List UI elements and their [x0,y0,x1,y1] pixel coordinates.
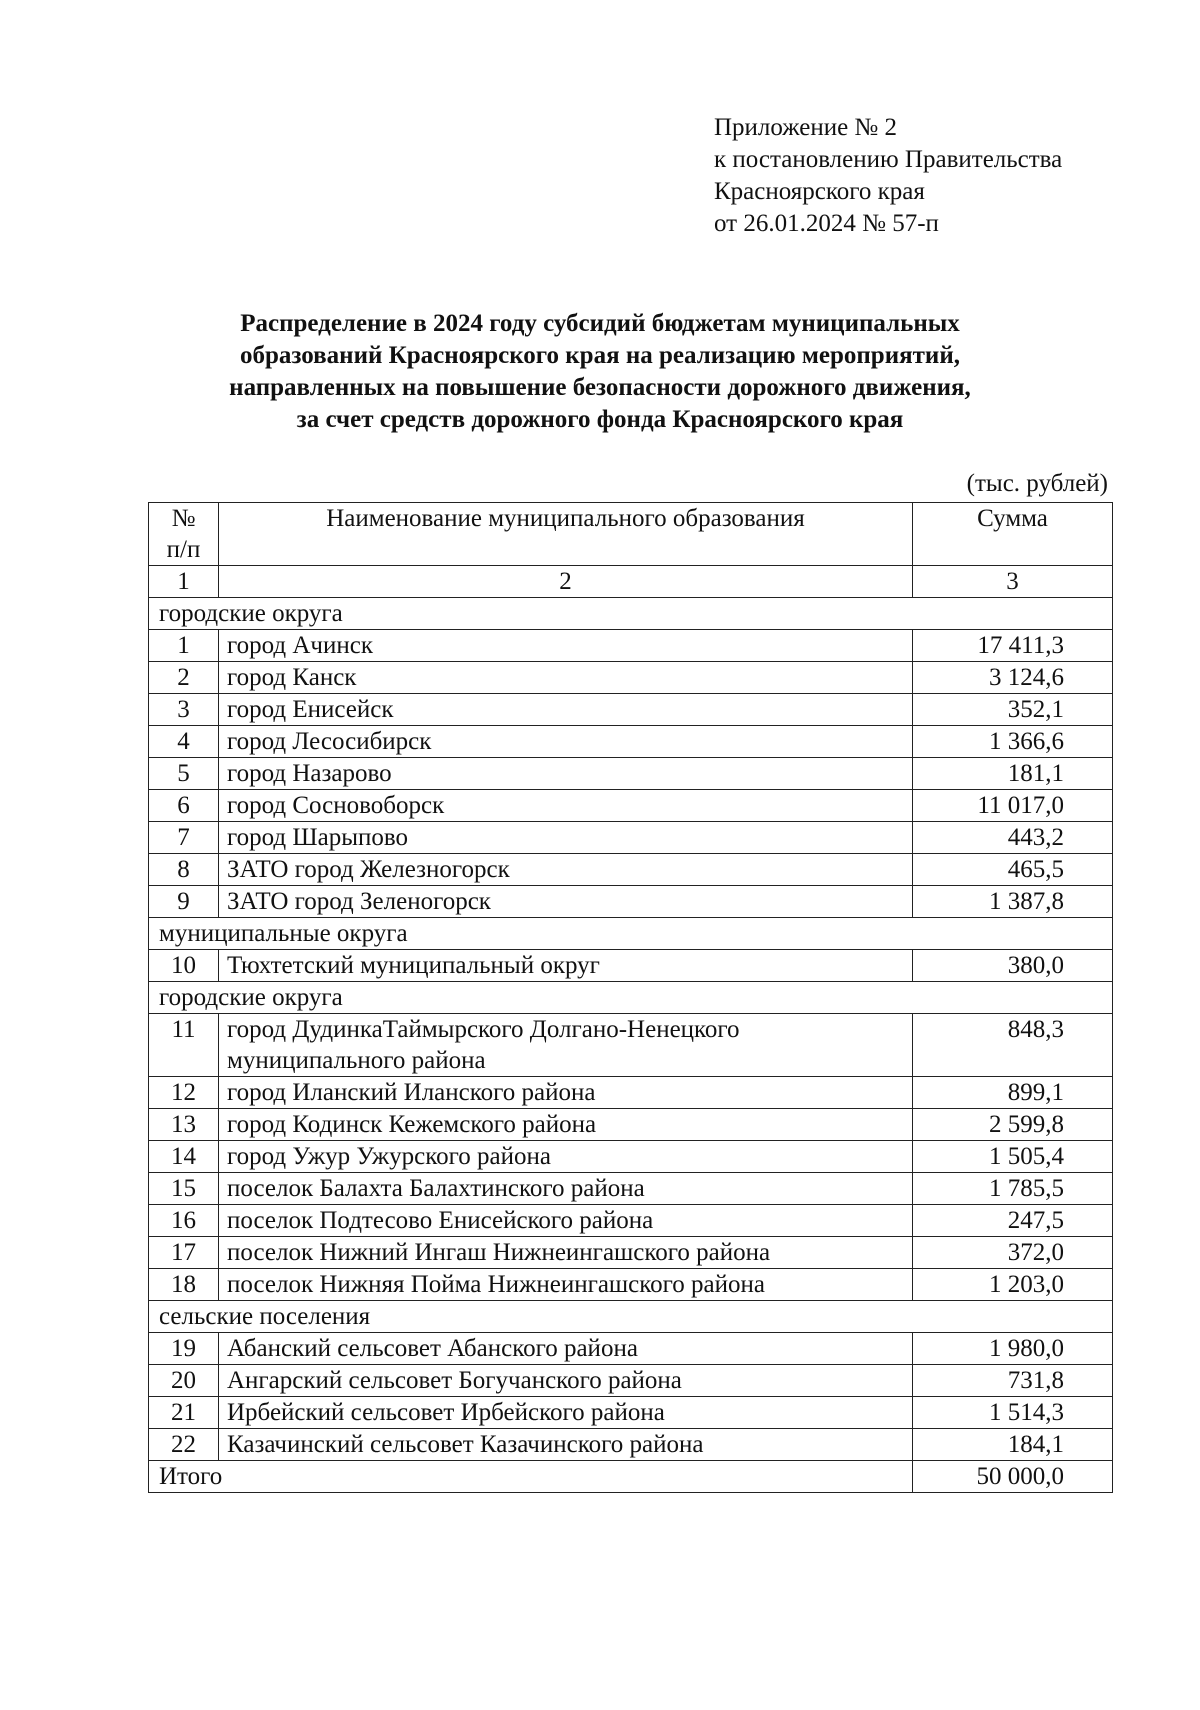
row-sum: 1 387,8 [913,886,1113,918]
row-sum: 1 514,3 [913,1397,1113,1429]
row-num: 14 [149,1141,219,1173]
group-row [149,918,1113,950]
table-row [149,758,1113,790]
table-row [149,854,1113,886]
row-name: город Шарыпово [219,822,913,854]
row-sum: 443,2 [913,822,1113,854]
row-name: город Лесосибирск [219,726,913,758]
row-name [219,1014,913,1077]
annex-line-1: Приложение № 2 [714,114,898,141]
group-label: городские округа [149,982,1113,1014]
annex-header [714,112,1062,240]
row-num: 13 [149,1109,219,1141]
row-name: город Назарово [219,758,913,790]
row-name: город Сосновоборск [219,790,913,822]
row-name: город Ачинск [219,630,913,662]
row-num: 5 [149,758,219,790]
row-sum: 3 124,6 [913,662,1113,694]
row-name: Ирбейский сельсовет Ирбейского района [219,1397,913,1429]
header-num-line-2: п/п [166,536,201,563]
table-row [149,1333,1113,1365]
table-row [149,694,1113,726]
row-num: 22 [149,1429,219,1461]
row-num: 20 [149,1365,219,1397]
group-label: городские округа [149,598,1113,630]
row-sum: 899,1 [913,1077,1113,1109]
title-line-2: образований Красноярского края на реализацию мероприятий, [240,342,960,369]
row-name: поселок Балахта Балахтинского района [219,1173,913,1205]
row-sum: 352,1 [913,694,1113,726]
table-row [149,1237,1113,1269]
row-num: 3 [149,694,219,726]
row-sum: 731,8 [913,1365,1113,1397]
row-num: 18 [149,1269,219,1301]
group-row [149,1301,1113,1333]
row-num: 19 [149,1333,219,1365]
row-name: город Иланский Иланского района [219,1077,913,1109]
table-row [149,1141,1113,1173]
row-name: Ангарский сельсовет Богучанского района [219,1365,913,1397]
column-index-row [149,566,1113,598]
table-row [149,1365,1113,1397]
table-header-row [149,503,1113,566]
row-name: город Енисейск [219,694,913,726]
title-line-1: Распределение в 2024 году субсидий бюджетам муниципальных [240,310,960,337]
group-row [149,982,1113,1014]
row-num: 12 [149,1077,219,1109]
row-name: Абанский сельсовет Абанского района [219,1333,913,1365]
row-sum: 1 203,0 [913,1269,1113,1301]
row-num: 2 [149,662,219,694]
group-label: муниципальные округа [149,918,1113,950]
column-index: 3 [913,566,1113,598]
row-name: Тюхтетский муниципальный округ [219,950,913,982]
row-sum: 848,3 [913,1014,1113,1077]
header-name: Наименование муниципального образования [219,503,913,566]
row-name-line-1: город ДудинкаТаймырского Долгано-Ненецкого [227,1016,740,1043]
row-sum: 1 366,6 [913,726,1113,758]
header-num-line-1: № [171,505,196,532]
row-num: 7 [149,822,219,854]
total-sum: 50 000,0 [913,1461,1113,1493]
table-row [149,1205,1113,1237]
row-num: 6 [149,790,219,822]
table-row [149,630,1113,662]
row-num: 4 [149,726,219,758]
row-name: поселок Нижний Ингаш Нижнеингашского района [219,1237,913,1269]
distribution-table [148,502,1113,1493]
annex-line-3: Красноярского края [714,178,925,205]
annex-line-2: к постановлению Правительства [714,146,1063,173]
table-row [149,1429,1113,1461]
table-row [149,886,1113,918]
table-row [149,950,1113,982]
row-num: 1 [149,630,219,662]
table-row [149,790,1113,822]
row-name: ЗАТО город Железногорск [219,854,913,886]
row-sum: 2 599,8 [913,1109,1113,1141]
total-label: Итого [149,1461,913,1493]
row-num: 15 [149,1173,219,1205]
table-row [149,662,1113,694]
column-index: 1 [149,566,219,598]
row-name-line-2: муниципального района [227,1047,486,1074]
table-row [149,1077,1113,1109]
row-name: поселок Нижняя Пойма Нижнеингашского района [219,1269,913,1301]
table-row [149,1109,1113,1141]
table-row [149,822,1113,854]
row-num: 17 [149,1237,219,1269]
row-sum: 372,0 [913,1237,1113,1269]
row-sum: 1 980,0 [913,1333,1113,1365]
table-row [149,726,1113,758]
row-sum: 17 411,3 [913,630,1113,662]
row-name: город Ужур Ужурского района [219,1141,913,1173]
row-sum: 380,0 [913,950,1113,982]
row-num: 11 [149,1014,219,1077]
group-row [149,598,1113,630]
title-line-4: за счет средств дорожного фонда Красноярского края [296,406,904,433]
row-num: 9 [149,886,219,918]
row-name: поселок Подтесово Енисейского района [219,1205,913,1237]
row-sum: 247,5 [913,1205,1113,1237]
row-num: 10 [149,950,219,982]
row-sum: 181,1 [913,758,1113,790]
group-label: сельские поселения [149,1301,1113,1333]
row-sum: 184,1 [913,1429,1113,1461]
annex-line-4: от 26.01.2024 № 57-п [714,210,939,237]
row-name: ЗАТО город Зеленогорск [219,886,913,918]
total-row [149,1461,1113,1493]
row-num: 21 [149,1397,219,1429]
table-row [149,1014,1113,1077]
row-sum: 11 017,0 [913,790,1113,822]
row-sum: 1 785,5 [913,1173,1113,1205]
units-note: (тыс. рублей) [966,470,1108,497]
table-row [149,1269,1113,1301]
header-sum: Сумма [913,503,1113,566]
row-num: 16 [149,1205,219,1237]
row-name: город Канск [219,662,913,694]
row-name: город Кодинск Кежемского района [219,1109,913,1141]
row-sum: 465,5 [913,854,1113,886]
document-title [150,308,1050,436]
row-name: Казачинский сельсовет Казачинского района [219,1429,913,1461]
header-num [149,503,219,566]
row-num: 8 [149,854,219,886]
title-line-3: направленных на повышение безопасности дорожного движения, [229,374,971,401]
table-row [149,1397,1113,1429]
table-row [149,1173,1113,1205]
column-index: 2 [219,566,913,598]
row-sum: 1 505,4 [913,1141,1113,1173]
